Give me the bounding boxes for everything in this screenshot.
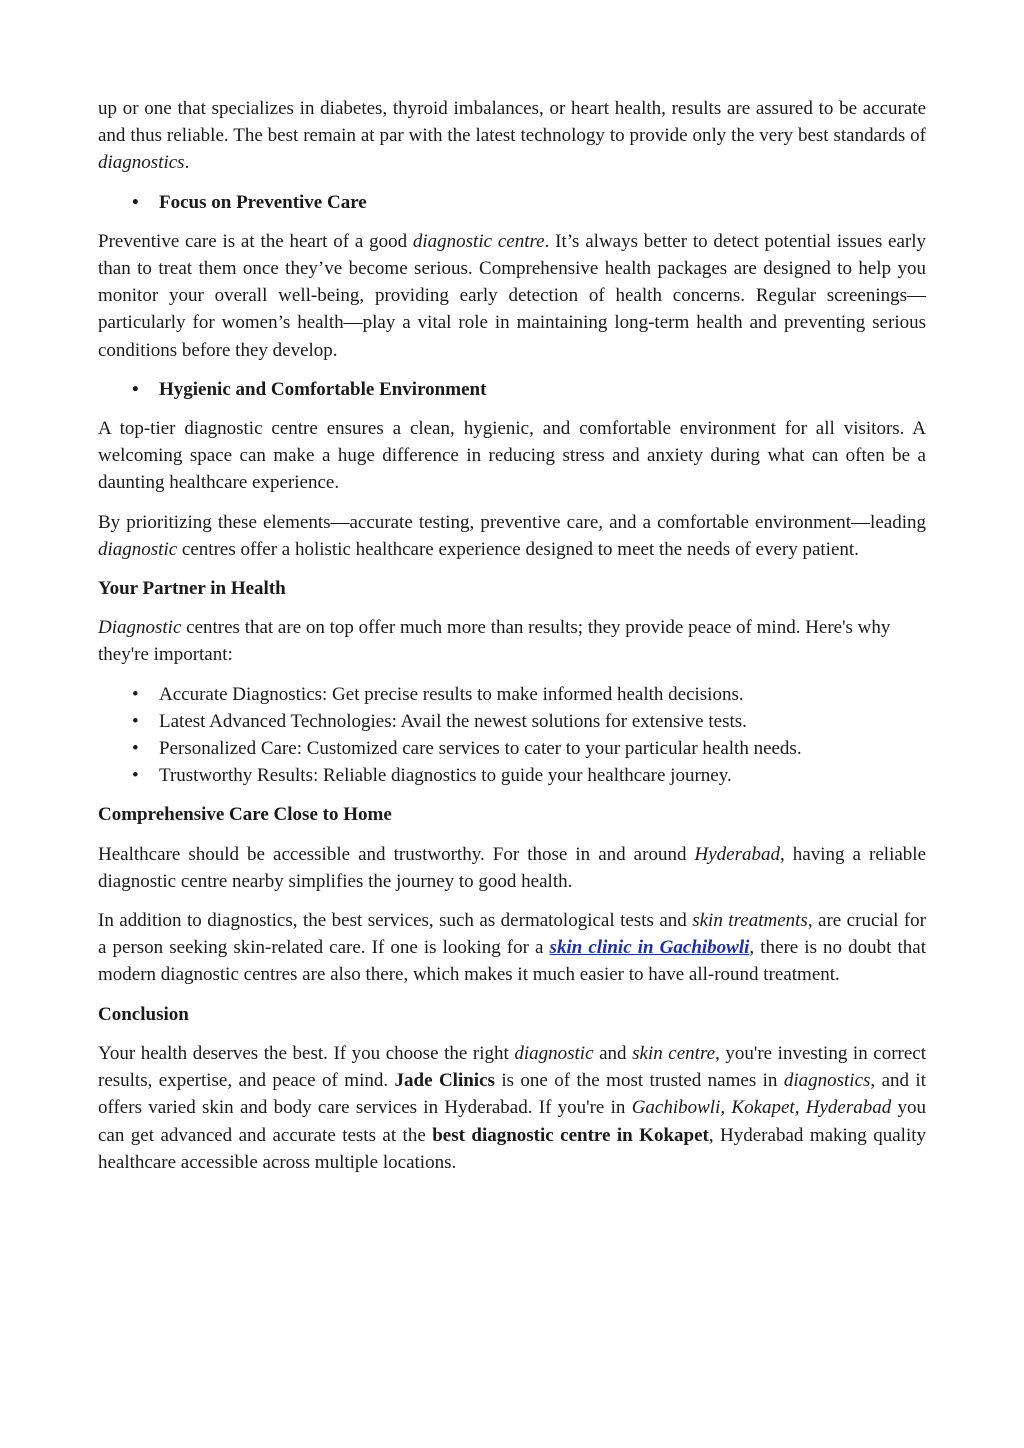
text: centres that are on top offer much more than results; they provide peace of mind. Here's why they're important: (98, 617, 891, 666)
text: . It’s always better to detect potential issues early than to treat them once they’ve become serious. Comprehensive health packages are designed to help you monitor your overall well-being, providing early detection of health concerns. Regular screenings—particularly for women’s health—play a vital role in maintaining long-term health and preventing serious conditions before they develop. (98, 230, 926, 361)
list-item: • Personalized Care: Customized care services to cater to your particular health needs. (98, 735, 926, 762)
document-page (98, 95, 926, 1188)
text: , and it offers varied skin and body care services in Hyderabad. If you're in (98, 1070, 926, 1119)
list-item: • Latest Advanced Technologies: Avail the newest solutions for extensive tests. (98, 708, 926, 735)
text: , there is no doubt that modern diagnostic centres are also there, which makes it much easier to have all-round treatment. (98, 937, 927, 986)
italic-text: skin centre (632, 1042, 716, 1064)
text: In addition to diagnostics, the best services, such as dermatological tests and (98, 910, 693, 932)
text: centres offer a holistic healthcare experience designed to meet the needs of every patient. (177, 538, 859, 560)
paragraph-preventive (98, 228, 926, 364)
italic-text: skin treatments (692, 910, 808, 932)
bold-text: best diagnostic centre in Kokapet (432, 1124, 709, 1146)
list-item: • Accurate Diagnostics: Get precise results to make informed health decisions. (98, 681, 926, 708)
bullet-heading-list (98, 189, 926, 216)
heading-comprehensive-care: Comprehensive Care Close to Home (98, 804, 392, 826)
paragraph-partner (98, 614, 926, 668)
benefits-list (98, 681, 926, 790)
italic-text: diagnostic (514, 1042, 594, 1064)
text: Your health deserves the best. If you choose the right (98, 1042, 515, 1064)
italic-text: diagnostics (783, 1070, 871, 1092)
text: and (593, 1042, 633, 1064)
text: . (184, 152, 190, 174)
italic-text: Gachibowli, Kokapet, Hyderabad (631, 1097, 892, 1119)
paragraph-skin-care (98, 907, 926, 989)
text: Preventive care is at the heart of a good (98, 230, 413, 252)
heading-partner-in-health: Your Partner in Health (98, 578, 286, 600)
text: up or one that specializes in diabetes, thyroid imbalances, or heart health, results are assured to be accurate and thus reliable. The best remain at par with the latest technology to provide only the very best standards of (98, 98, 926, 147)
italic-text: Hyderabad (694, 843, 780, 865)
bullet-heading-hygienic: • Hygienic and Comfortable Environment (98, 376, 926, 403)
bold-text: Jade Clinics (394, 1070, 495, 1092)
paragraph-hygienic: A top-tier diagnostic centre ensures a clean, hygienic, and comfortable environment for all visitors. A welcoming space can make a huge difference in reducing stress and anxiety during what can often be a daunting healthcare experience. (98, 418, 926, 494)
heading-conclusion: Conclusion (98, 1003, 189, 1025)
text: By prioritizing these elements—accurate testing, preventive care, and a comfortable environment—leading (98, 511, 926, 533)
bullet-heading-list (98, 376, 926, 403)
paragraph-prioritizing (98, 509, 926, 563)
text: Healthcare should be accessible and trustworthy. For those in and around (98, 843, 695, 865)
text: , you're investing in correct results, expertise, and peace of mind. (98, 1042, 926, 1092)
text: , Hyderabad making quality healthcare accessible across multiple locations. (98, 1124, 927, 1173)
skin-clinic-link[interactable]: skin clinic in Gachibowli (549, 937, 750, 959)
italic-text: Diagnostic (98, 617, 182, 639)
paragraph-intro (98, 95, 926, 177)
italic-text: diagnostic centre (412, 230, 545, 252)
italic-text: diagnostics (98, 152, 185, 174)
text: , are crucial for a person seeking skin-related care. If one is looking for a (98, 910, 926, 959)
text: , having a reliable diagnostic centre nearby simplifies the journey to good health. (98, 843, 926, 892)
paragraph-conclusion (98, 1040, 926, 1176)
text: you can get advanced and accurate tests at the (98, 1097, 927, 1146)
italic-text: diagnostic (98, 538, 178, 560)
paragraph-accessible (98, 841, 926, 895)
bullet-heading-preventive: • Focus on Preventive Care (98, 189, 926, 216)
text: is one of the most trusted names in (494, 1070, 784, 1092)
list-item: • Trustworthy Results: Reliable diagnostics to guide your healthcare journey. (98, 762, 926, 789)
